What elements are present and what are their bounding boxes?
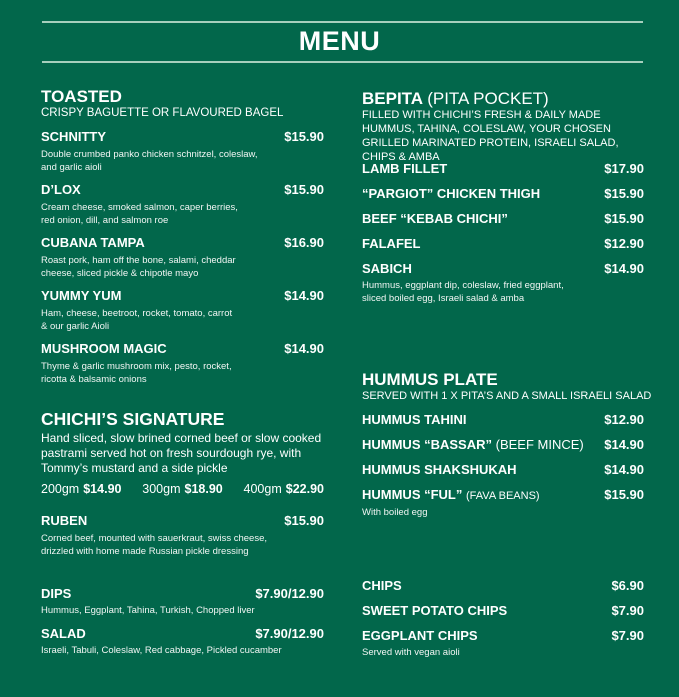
menu-item [362,578,644,594]
item-price: $15.90 [604,487,644,502]
item-price: $7.90 [611,628,644,643]
section-hummus [362,370,652,404]
size-label: 200gm [41,482,80,496]
item-name: SALAD [41,626,86,641]
section-title-suffix: (PITA POCKET) [427,89,549,108]
menu-item [362,412,644,428]
menu-item [362,261,644,305]
size-options [41,482,324,496]
menu-item [41,288,324,333]
item-price: $7.90/12.90 [255,626,324,641]
menu-item [362,161,644,177]
item-name: CHIPS [362,578,402,593]
menu-item [362,603,644,619]
size-option [41,482,121,496]
size-label: 300gm [142,482,181,496]
item-price: $14.90 [604,437,644,452]
item-price: $12.90 [604,236,644,251]
item-price: $15.90 [284,129,324,144]
item-name: SWEET POTATO CHIPS [362,603,508,618]
item-name: RUBEN [41,513,88,528]
item-name: MUSHROOM MAGIC [41,341,167,356]
section-title: HUMMUS PLATE [362,370,498,389]
item-price: $12.90 [604,412,644,427]
item-price: $14.90 [604,261,644,276]
section-toasted [41,87,324,121]
item-name-suffix: (BEEF MINCE) [495,437,584,452]
menu-title: MENU [298,26,381,56]
size-price: $14.90 [83,482,122,496]
item-desc: Cream cheese, smoked salmon, caper berries, red onion, dill, and salmon roe [41,202,238,226]
item-name-main: HUMMUS “BASSAR” [362,437,492,452]
item-price: $7.90 [611,603,644,618]
menu-item [362,628,644,659]
item-price: $14.90 [284,341,324,356]
item-name [362,462,517,478]
item-name [362,487,540,504]
size-option [142,482,222,496]
item-name: SCHNITTY [41,129,106,144]
item-price: $15.90 [284,513,324,528]
section-subtitle: SERVED WITH 1 X PITA’S AND A SMALL ISRAELI SALAD [362,390,652,402]
menu-item [362,211,644,227]
menu-item [362,487,644,519]
item-name: FALAFEL [362,236,421,251]
item-name [362,412,466,428]
size-price: $22.90 [285,482,324,496]
item-desc: Thyme & garlic mushroom mix, pesto, rocket, ricotta & balsamic onions [41,361,232,385]
section-title: TOASTED [41,87,122,106]
item-name-main: HUMMUS “FUL” [362,487,463,502]
menu-item [41,235,324,280]
section-bepita [362,89,644,164]
right-column [362,0,652,697]
menu-item [41,129,324,174]
left-column [41,0,324,697]
item-name [362,437,584,453]
section-title: CHICHI’S SIGNATURE [41,409,225,429]
item-name: BEEF “KEBAB CHICHI” [362,211,508,226]
menu-item [41,182,324,227]
size-label: 400gm [243,482,282,496]
section-subtitle: FILLED WITH CHICHI’S FRESH & DAILY MADE HUMMUS, TAHINA, COLESLAW, YOUR CHOSEN GRILLED MARINATED PROTEIN, ISRAELI SALAD, CHIPS & AMBA [362,109,619,163]
item-desc: With boiled egg [362,507,428,518]
section-subtitle: CRISPY BAGUETTE OR FLAVOURED BAGEL [41,107,284,119]
item-desc: Hummus, eggplant dip, coleslaw, fried eggplant, sliced boiled egg, Israeli salad & amba [362,280,564,304]
item-price: $16.90 [284,235,324,250]
menu-item [362,236,644,252]
size-price: $18.90 [184,482,223,496]
size-option [244,482,324,496]
item-name-suffix: (FAVA BEANS) [466,490,540,502]
item-name: LAMB FILLET [362,161,448,176]
item-name: CUBANA TAMPA [41,235,145,250]
item-desc: Double crumbed panko chicken schnitzel, coleslaw, and garlic aioli [41,149,258,173]
item-desc: Served with vegan aioli [362,647,460,658]
item-price: $14.90 [604,462,644,477]
item-price: $15.90 [604,211,644,226]
item-name: D’LOX [41,182,81,197]
item-price: $15.90 [604,186,644,201]
item-name: DIPS [41,586,72,601]
item-name: “PARGIOT” CHICKEN THIGH [362,186,541,201]
section-title-main: BEPITA [362,89,423,108]
menu-item [41,626,324,657]
item-name-main: HUMMUS SHAKSHUKAH [362,462,517,477]
item-price: $17.90 [604,161,644,176]
item-price: $7.90/12.90 [255,586,324,601]
menu-item [41,513,324,558]
item-price: $14.90 [284,288,324,303]
item-desc: Corned beef, mounted with sauerkraut, swiss cheese, drizzled with home made Russian pickle dressing [41,533,268,557]
section-desc: Hand sliced, slow brined corned beef or slow cooked pastrami served hot on fresh sourdough rye, with Tommy’s mustard and a side pickle [41,431,322,475]
item-desc: Roast pork, ham off the bone, salami, cheddar cheese, sliced pickle & chipotle mayo [41,255,236,279]
item-name: EGGPLANT CHIPS [362,628,478,643]
item-desc: Hummus, Eggplant, Tahina, Turkish, Chopped liver [41,605,255,616]
item-name: YUMMY YUM [41,288,122,303]
menu-item [362,186,644,202]
item-name-main: HUMMUS TAHINI [362,412,467,427]
item-price: $15.90 [284,182,324,197]
section-title [362,89,644,108]
menu-item [41,341,324,386]
menu-item [362,462,644,478]
item-desc: Israeli, Tabuli, Coleslaw, Red cabbage, Pickled cucamber [41,645,282,656]
item-price: $6.90 [611,578,644,593]
section-signature [41,410,324,476]
item-desc: Ham, cheese, beetroot, rocket, tomato, carrot & our garlic Aioli [41,308,233,332]
item-name: SABICH [362,261,412,276]
menu-item [362,437,644,453]
menu-item [41,586,324,617]
